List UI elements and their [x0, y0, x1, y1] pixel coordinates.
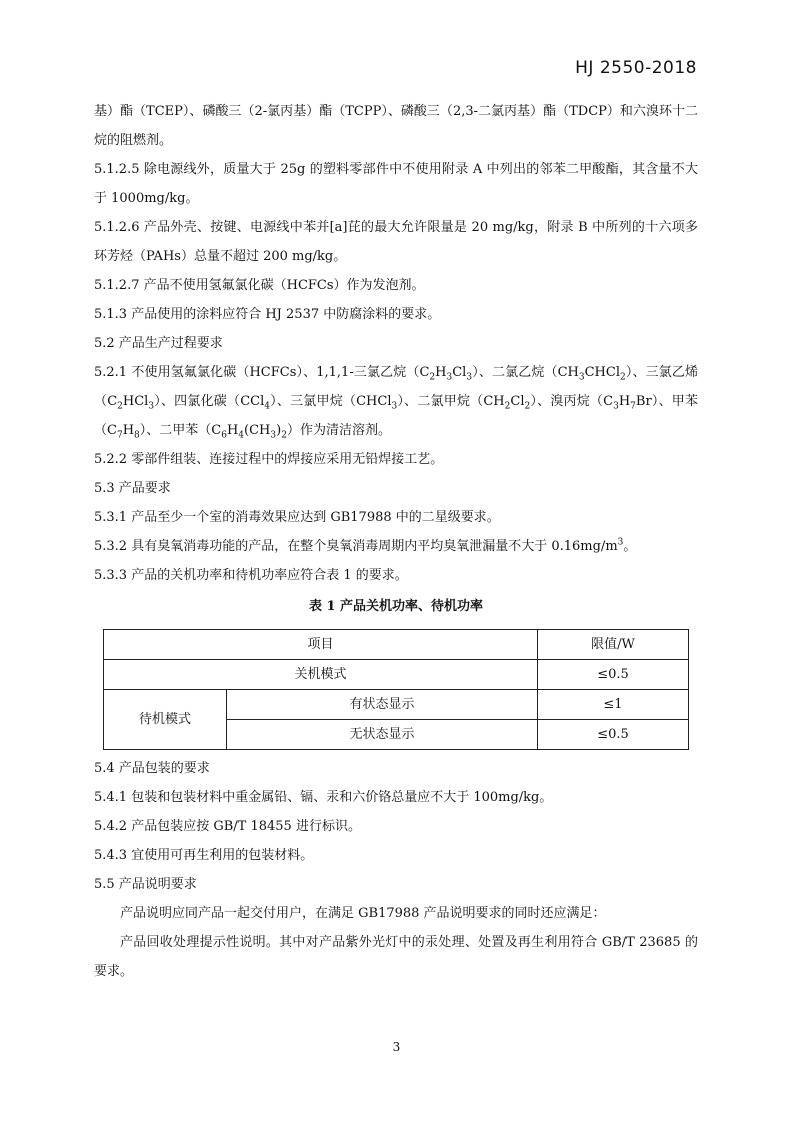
standby-label: 待机模式: [104, 690, 227, 750]
table-row: [104, 660, 689, 690]
page-number: 3: [392, 1040, 401, 1054]
paragraph: 基）酯（TCEP）、磷酸三（2-氯丙基）酯（TCPP）、磷酸三（2,3-二氯丙基）酯（TDCP）和六溴环十二烷的阻燃剂。: [94, 104, 698, 148]
section-heading: 5.4 产品包装的要求: [94, 761, 210, 776]
paragraph: 5.3.3 产品的关机功率和待机功率应符合表 1 的要求。: [94, 568, 408, 583]
header-limit: 限值/W: [538, 630, 689, 660]
standby-sub-value: ≤0.5: [538, 720, 689, 750]
table-header-row: [104, 630, 689, 660]
paragraph: 5.4.2 产品包装应按 GB/T 18455 进行标识。: [94, 819, 361, 834]
paragraph: 5.1.2.5 除电源线外，质量大于 25g 的塑料零部件中不使用附录 A 中列出的邻苯二甲酸酯，其含量不大于 1000mg/kg。: [94, 162, 698, 206]
off-mode-label: 关机模式: [104, 660, 538, 690]
standby-sub-label: 无状态显示: [227, 720, 538, 750]
paragraph-5-2-1: 5.2.1 不使用氢氟氯化碳（HCFCs）、1,1,1-三氯乙烷$(C_2H_3Cl_3)$、二氯乙烷$(CH_3CHCl_2)$、三氯乙烯$(C_2HCl_3)$、四氯化碳（CCl$_4$）、三氯甲烷（CHCl$_3$）、二氯甲烷$(CH_2Cl_2)$、溴丙烷$(C_3H_7Br)$、甲苯$(C_7H_8)$、二甲苯$(C_6H_4(CH_3)_2)$作为清洁溶剂。: [94, 365, 698, 441]
standby-sub-label: 有状态显示: [227, 690, 538, 720]
paragraph: 5.1.2.6 产品外壳、按键、电源线中苯并[a]芘的最大允许限量是 20 mg/kg，附录 B 中所列的十六项多环芳烃（PAHs）总量不超过 200 mg/kg。: [94, 220, 698, 264]
power-table: [103, 629, 689, 750]
paragraph-5-3-2: 5.3.2 具有臭氧消毒功能的产品，在整个臭氧消毒周期内平均臭氧泄漏量不大于 $0.16mg/m^3$。: [94, 537, 637, 554]
paragraph: 5.4.1 包装和包装材料中重金属铅、镉、汞和六价铬总量应不大于 100mg/kg。: [94, 790, 553, 805]
paragraph: 5.3.1 产品至少一个室的消毒效果应达到 GB17988 中的二星级要求。: [94, 510, 500, 525]
table-title: 表 1 产品关机功率、待机功率: [308, 599, 484, 614]
paragraph: 5.1.3 产品使用的涂料应符合 HJ 2537 中防腐涂料的要求。: [94, 307, 441, 322]
paragraph: 产品说明应同产品一起交付用户，在满足 GB17988 产品说明要求的同时还应满足：: [120, 906, 606, 921]
off-mode-value: ≤0.5: [538, 660, 689, 690]
table-row: [104, 690, 689, 720]
paragraph: 5.4.3 宜使用可再生利用的包装材料。: [94, 848, 314, 863]
paragraph: 产品回收处理提示性说明。其中对产品紫外光灯中的汞处理、处置及再生利用符合 GB/T 23685 的要求。: [94, 935, 698, 979]
header-item: 项目: [104, 630, 538, 660]
section-heading: 5.5 产品说明要求: [94, 877, 197, 892]
paragraph: 5.2.2 零部件组装、连接过程中的焊接应采用无铅焊接工艺。: [94, 452, 444, 467]
section-heading: 5.3 产品要求: [94, 481, 171, 496]
document-code: HJ 2550-2018: [575, 58, 697, 78]
paragraph: 5.1.2.7 产品不使用氢氟氯化碳（HCFCs）作为发泡剂。: [94, 278, 425, 293]
page-content: [94, 97, 698, 986]
section-heading: 5.2 产品生产过程要求: [94, 336, 223, 351]
standby-sub-value: ≤1: [538, 690, 689, 720]
